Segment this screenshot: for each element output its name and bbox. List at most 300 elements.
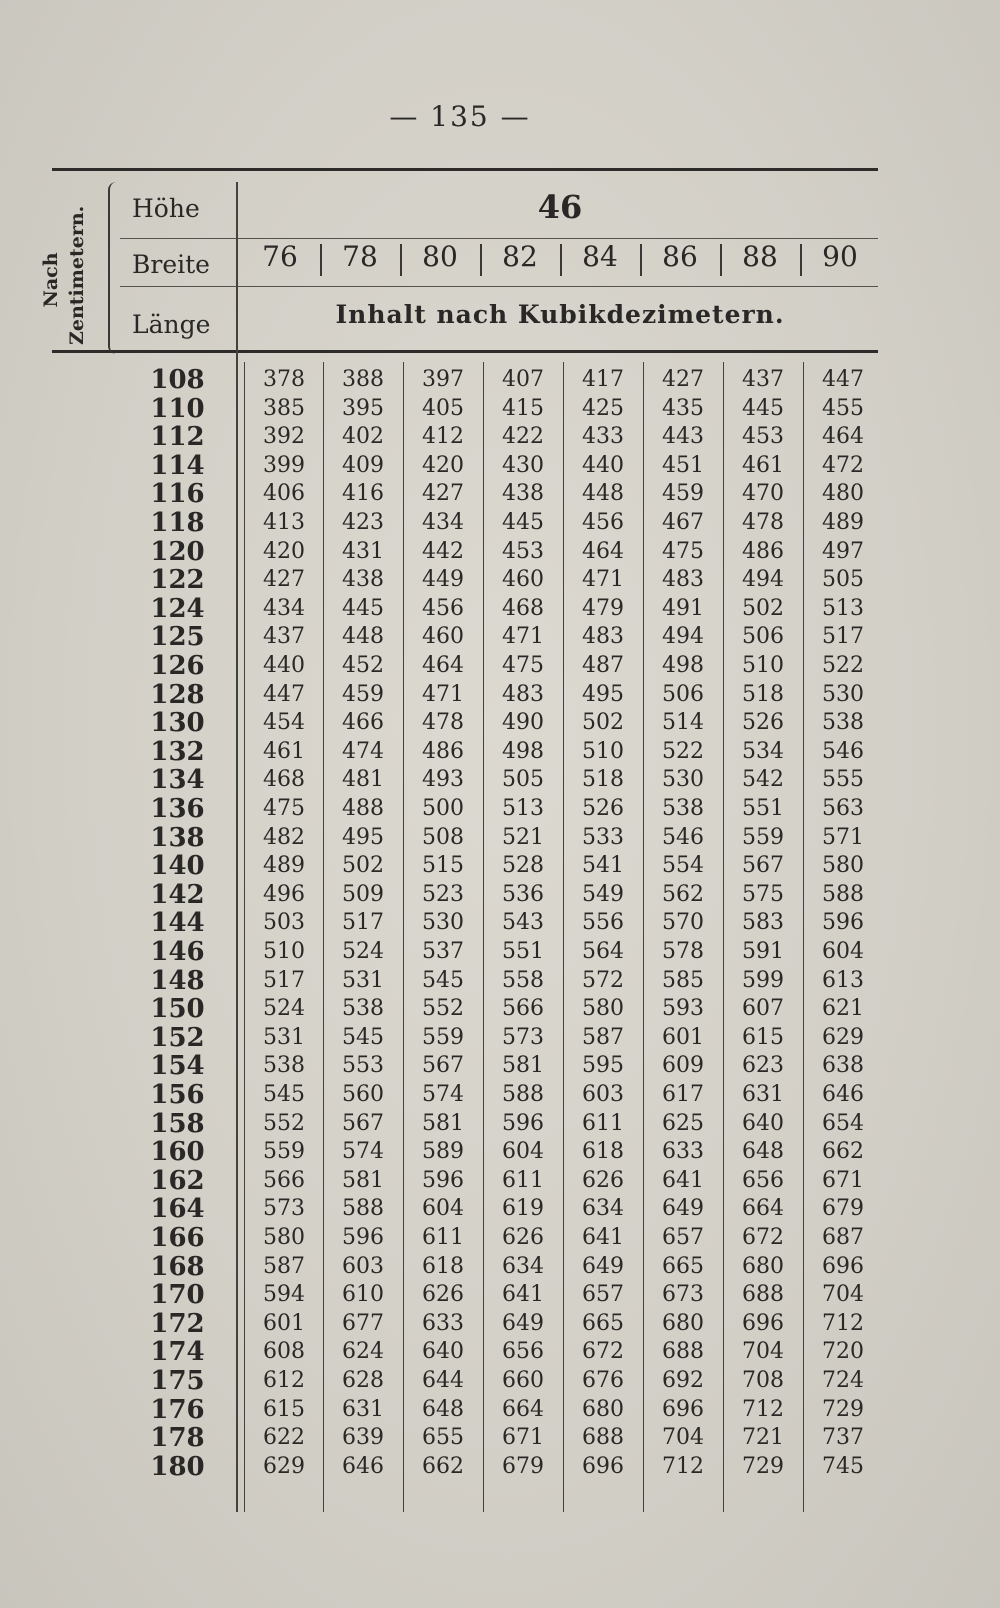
value-cell: 563 [822,796,864,821]
breite-cell: 84 [582,240,618,273]
laenge-cell: 136 [150,794,205,824]
value-cell: 474 [342,738,384,764]
laenge-cell: 175 [150,1366,205,1396]
value-cell: 708 [742,1368,784,1393]
value-cell: 456 [422,595,464,621]
value-cell: 502 [582,710,624,736]
table-row [0,1367,1000,1396]
value-cell: 518 [742,681,784,707]
value-cell: 395 [342,395,384,421]
value-cell: 459 [662,481,704,507]
side-label [38,205,98,345]
value-cell: 435 [662,395,704,421]
value-cell: 510 [582,738,624,764]
value-cell: 536 [502,881,544,907]
value-cell: 573 [263,1196,305,1222]
value-cell: 489 [822,510,864,535]
value-cell: 468 [263,767,305,793]
value-cell: 631 [742,1082,784,1107]
value-cell: 417 [582,367,624,392]
value-cell: 493 [422,767,464,793]
value-cell: 564 [582,939,624,964]
value-cell: 566 [502,996,544,1022]
value-cell: 591 [742,939,784,964]
laenge-cell: 108 [150,365,205,395]
table-row [0,423,1000,452]
breite-cell: 88 [742,240,778,273]
value-cell: 596 [342,1225,384,1250]
hoehe-label: Höhe [132,194,200,223]
value-cell: 545 [342,1024,384,1050]
value-cell: 461 [742,452,784,478]
value-cell: 475 [662,538,704,564]
laenge-cell: 168 [150,1251,205,1282]
value-cell: 486 [742,538,784,564]
value-cell: 464 [582,538,624,564]
value-cell: 626 [422,1282,464,1308]
value-cell: 679 [822,1196,864,1222]
laenge-cell: 140 [150,851,205,882]
laenge-cell: 144 [150,908,205,939]
value-cell: 510 [263,939,305,964]
value-cell: 603 [342,1253,384,1279]
laenge-cell: 134 [150,765,205,796]
laenge-cell: 126 [150,651,205,681]
value-cell: 443 [662,424,704,450]
value-cell: 646 [822,1082,864,1107]
table-row [0,1052,1000,1081]
value-cell: 427 [662,367,704,392]
value-cell: 623 [742,1053,784,1079]
value-cell: 526 [742,710,784,736]
laenge-cell: 172 [150,1308,205,1339]
value-cell: 649 [662,1196,704,1222]
value-cell: 448 [582,481,624,507]
value-cell: 506 [662,681,704,707]
value-cell: 599 [742,967,784,993]
laenge-cell: 116 [150,479,205,510]
value-cell: 585 [662,967,704,993]
value-cell: 712 [662,1453,704,1479]
value-cell: 498 [502,738,544,764]
value-cell: 452 [342,653,384,678]
value-cell: 475 [502,653,544,678]
table-row [0,1024,1000,1053]
value-cell: 601 [662,1024,704,1050]
value-cell: 449 [422,567,464,593]
value-cell: 611 [502,1167,544,1193]
value-cell: 745 [822,1453,864,1479]
value-cell: 489 [263,853,305,879]
laenge-cell: 125 [150,622,205,653]
breite-cell: 90 [822,240,858,273]
value-cell: 498 [662,653,704,678]
value-cell: 555 [822,767,864,793]
value-cell: 494 [662,624,704,650]
value-cell: 594 [263,1282,305,1308]
value-cell: 454 [263,710,305,736]
table-row [0,595,1000,624]
value-cell: 687 [822,1225,864,1250]
value-cell: 425 [582,395,624,421]
value-cell: 392 [263,424,305,450]
value-cell: 604 [422,1196,464,1222]
value-cell: 481 [342,767,384,793]
header-separator-2 [120,286,878,287]
value-cell: 729 [822,1396,864,1422]
value-cell: 522 [662,738,704,764]
table-row [0,395,1000,424]
value-cell: 618 [422,1253,464,1279]
laenge-cell: 180 [150,1451,205,1482]
value-cell: 566 [263,1167,305,1193]
value-cell: 655 [422,1425,464,1451]
value-cell: 412 [422,424,464,450]
laenge-cell: 132 [150,736,205,767]
value-cell: 596 [422,1167,464,1193]
value-cell: 495 [342,824,384,850]
value-cell: 491 [662,595,704,621]
laenge-cell: 152 [150,1022,205,1053]
value-cell: 524 [342,939,384,964]
value-cell: 440 [582,452,624,478]
value-cell: 502 [742,595,784,621]
value-cell: 574 [422,1082,464,1107]
value-cell: 634 [582,1196,624,1222]
value-cell: 662 [822,1139,864,1165]
value-cell: 407 [502,367,544,392]
value-cell: 737 [822,1425,864,1451]
laenge-cell: 112 [150,422,205,453]
value-cell: 402 [342,424,384,450]
hoehe-value: 46 [537,188,583,226]
value-cell: 581 [422,1110,464,1136]
value-cell: 542 [742,767,784,793]
value-cell: 537 [422,939,464,964]
value-cell: 545 [263,1082,305,1107]
table-row [0,366,1000,395]
value-cell: 603 [582,1082,624,1107]
value-cell: 500 [422,796,464,821]
value-cell: 526 [582,796,624,821]
breite-label: Breite [132,250,210,279]
value-cell: 388 [342,367,384,392]
value-cell: 420 [422,452,464,478]
laenge-cell: 154 [150,1051,205,1082]
value-cell: 513 [502,796,544,821]
value-cell: 567 [742,853,784,879]
value-cell: 570 [662,910,704,936]
value-cell: 545 [422,967,464,993]
value-cell: 704 [822,1282,864,1308]
laenge-cell: 150 [150,994,205,1025]
value-cell: 572 [582,967,624,993]
table-row [0,1424,1000,1453]
curly-brace [108,182,120,354]
value-cell: 442 [422,538,464,564]
value-cell: 644 [422,1368,464,1393]
value-cell: 621 [822,996,864,1022]
value-cell: 567 [422,1053,464,1079]
value-cell: 596 [502,1110,544,1136]
laenge-cell: 122 [150,565,205,596]
laenge-cell: 146 [150,937,205,967]
value-cell: 617 [662,1082,704,1107]
value-cell: 640 [422,1339,464,1365]
value-cell: 464 [822,424,864,450]
value-cell: 672 [742,1225,784,1250]
value-cell: 460 [422,624,464,650]
value-cell: 554 [662,853,704,879]
value-cell: 633 [662,1139,704,1165]
value-cell: 434 [422,510,464,535]
value-cell: 622 [263,1425,305,1451]
value-cell: 604 [822,939,864,964]
value-cell: 629 [263,1453,305,1479]
value-cell: 679 [502,1453,544,1479]
table-row [0,795,1000,824]
value-cell: 480 [822,481,864,507]
value-cell: 724 [822,1368,864,1393]
value-cell: 607 [742,996,784,1022]
value-cell: 611 [582,1110,624,1136]
value-cell: 662 [422,1453,464,1479]
value-cell: 588 [502,1082,544,1107]
value-cell: 641 [662,1167,704,1193]
value-cell: 587 [263,1253,305,1279]
value-cell: 538 [263,1053,305,1079]
table-row [0,1138,1000,1167]
value-cell: 549 [582,881,624,907]
value-cell: 664 [742,1196,784,1222]
table-row [0,881,1000,910]
value-cell: 438 [342,567,384,593]
value-cell: 487 [582,653,624,678]
value-cell: 704 [662,1425,704,1451]
value-cell: 633 [422,1310,464,1336]
laenge-cell: 156 [150,1080,205,1110]
value-cell: 553 [342,1053,384,1079]
table-row [0,824,1000,853]
laenge-cell: 114 [150,450,205,481]
laenge-cell: 176 [150,1394,205,1425]
value-cell: 571 [822,824,864,850]
value-cell: 574 [342,1139,384,1165]
value-cell: 506 [742,624,784,650]
table-row [0,566,1000,595]
laenge-cell: 124 [150,593,205,624]
value-cell: 503 [263,910,305,936]
value-cell: 488 [342,796,384,821]
table-row [0,538,1000,567]
table-row [0,681,1000,710]
value-cell: 588 [822,881,864,907]
value-cell: 562 [662,881,704,907]
value-cell: 517 [342,910,384,936]
value-cell: 618 [582,1139,624,1165]
value-cell: 626 [582,1167,624,1193]
value-cell: 405 [422,395,464,421]
value-cell: 534 [742,738,784,764]
value-cell: 688 [662,1339,704,1365]
value-cell: 664 [502,1396,544,1422]
value-cell: 406 [263,481,305,507]
value-cell: 608 [263,1339,305,1365]
value-cell: 509 [342,881,384,907]
value-cell: 541 [582,853,624,879]
value-cell: 639 [342,1425,384,1451]
breite-cell: 78 [342,240,378,273]
value-cell: 495 [582,681,624,707]
value-cell: 471 [422,681,464,707]
value-cell: 378 [263,367,305,392]
value-cell: 447 [822,367,864,392]
value-cell: 471 [502,624,544,650]
laenge-cell: 148 [150,965,205,996]
value-cell: 513 [822,595,864,621]
value-cell: 502 [342,853,384,879]
value-cell: 482 [263,824,305,850]
value-cell: 505 [502,767,544,793]
value-cell: 517 [263,967,305,993]
value-cell: 649 [582,1253,624,1279]
value-cell: 522 [822,653,864,678]
value-cell: 657 [582,1282,624,1308]
value-cell: 615 [742,1024,784,1050]
breite-cell: 76 [262,240,298,273]
value-cell: 688 [742,1282,784,1308]
value-cell: 581 [342,1167,384,1193]
value-cell: 423 [342,510,384,535]
value-cell: 530 [822,681,864,707]
table-row [0,452,1000,481]
table-row [0,967,1000,996]
value-cell: 445 [742,395,784,421]
value-cell: 510 [742,653,784,678]
table-row [0,1281,1000,1310]
value-cell: 721 [742,1425,784,1451]
breite-cell: 80 [422,240,458,273]
laenge-cell: 138 [150,822,205,853]
table-row [0,480,1000,509]
value-cell: 625 [662,1110,704,1136]
laenge-cell: 162 [150,1165,205,1196]
value-cell: 646 [342,1453,384,1479]
table-row [0,1338,1000,1367]
value-cell: 546 [662,824,704,850]
value-cell: 445 [342,595,384,621]
value-cell: 530 [662,767,704,793]
table-row [0,766,1000,795]
value-cell: 523 [422,881,464,907]
value-cell: 696 [582,1453,624,1479]
value-cell: 508 [422,824,464,850]
value-cell: 478 [422,710,464,736]
table-row [0,709,1000,738]
laenge-cell: 118 [150,508,205,538]
value-cell: 521 [502,824,544,850]
value-cell: 641 [582,1225,624,1250]
header-bottom-rule [52,350,878,353]
value-cell: 471 [582,567,624,593]
value-cell: 483 [662,567,704,593]
value-cell: 595 [582,1053,624,1079]
value-cell: 672 [582,1339,624,1365]
value-cell: 455 [822,395,864,421]
value-cell: 420 [263,538,305,564]
inhalt-label: Inhalt nach Kubikdezimetern. [335,300,785,329]
value-cell: 696 [662,1396,704,1422]
laenge-cell: 174 [150,1337,205,1368]
laenge-cell: 160 [150,1137,205,1168]
value-cell: 451 [662,452,704,478]
value-cell: 580 [822,853,864,879]
value-cell: 531 [263,1024,305,1050]
value-cell: 680 [662,1310,704,1336]
value-cell: 514 [662,710,704,736]
value-cell: 613 [822,967,864,993]
breite-cell: 82 [502,240,538,273]
value-cell: 530 [422,910,464,936]
value-cell: 589 [422,1139,464,1165]
value-cell: 629 [822,1024,864,1050]
laenge-cell: 164 [150,1194,205,1225]
value-cell: 558 [502,967,544,993]
table-row [0,852,1000,881]
value-cell: 447 [263,681,305,707]
value-cell: 615 [263,1396,305,1422]
table-row [0,1310,1000,1339]
breite-row [240,240,880,280]
value-cell: 560 [342,1082,384,1107]
value-cell: 494 [742,567,784,593]
value-cell: 497 [822,538,864,564]
value-cell: 626 [502,1225,544,1250]
value-cell: 437 [742,367,784,392]
top-rule [52,168,878,171]
laenge-cell: 166 [150,1223,205,1253]
value-cell: 634 [502,1253,544,1279]
value-cell: 543 [502,910,544,936]
table-row [0,1081,1000,1110]
value-cell: 483 [582,624,624,650]
table-row [0,1167,1000,1196]
value-cell: 461 [263,738,305,764]
value-cell: 587 [582,1024,624,1050]
value-cell: 609 [662,1053,704,1079]
value-cell: 416 [342,481,384,507]
value-cell: 464 [422,653,464,678]
laenge-cell: 170 [150,1280,205,1311]
value-cell: 671 [822,1167,864,1193]
table-row [0,652,1000,681]
breite-cell: 86 [662,240,698,273]
value-cell: 671 [502,1425,544,1451]
value-cell: 665 [582,1310,624,1336]
value-cell: 546 [822,738,864,764]
laenge-cell: 110 [150,393,205,424]
side-label-line-1: Nach [40,252,62,308]
value-cell: 453 [502,538,544,564]
value-cell: 677 [342,1310,384,1336]
value-cell: 638 [822,1053,864,1079]
value-cell: 604 [502,1139,544,1165]
value-cell: 640 [742,1110,784,1136]
page-number: — 135 — [389,100,531,133]
value-cell: 438 [502,481,544,507]
value-cell: 580 [263,1225,305,1250]
value-cell: 624 [342,1339,384,1365]
